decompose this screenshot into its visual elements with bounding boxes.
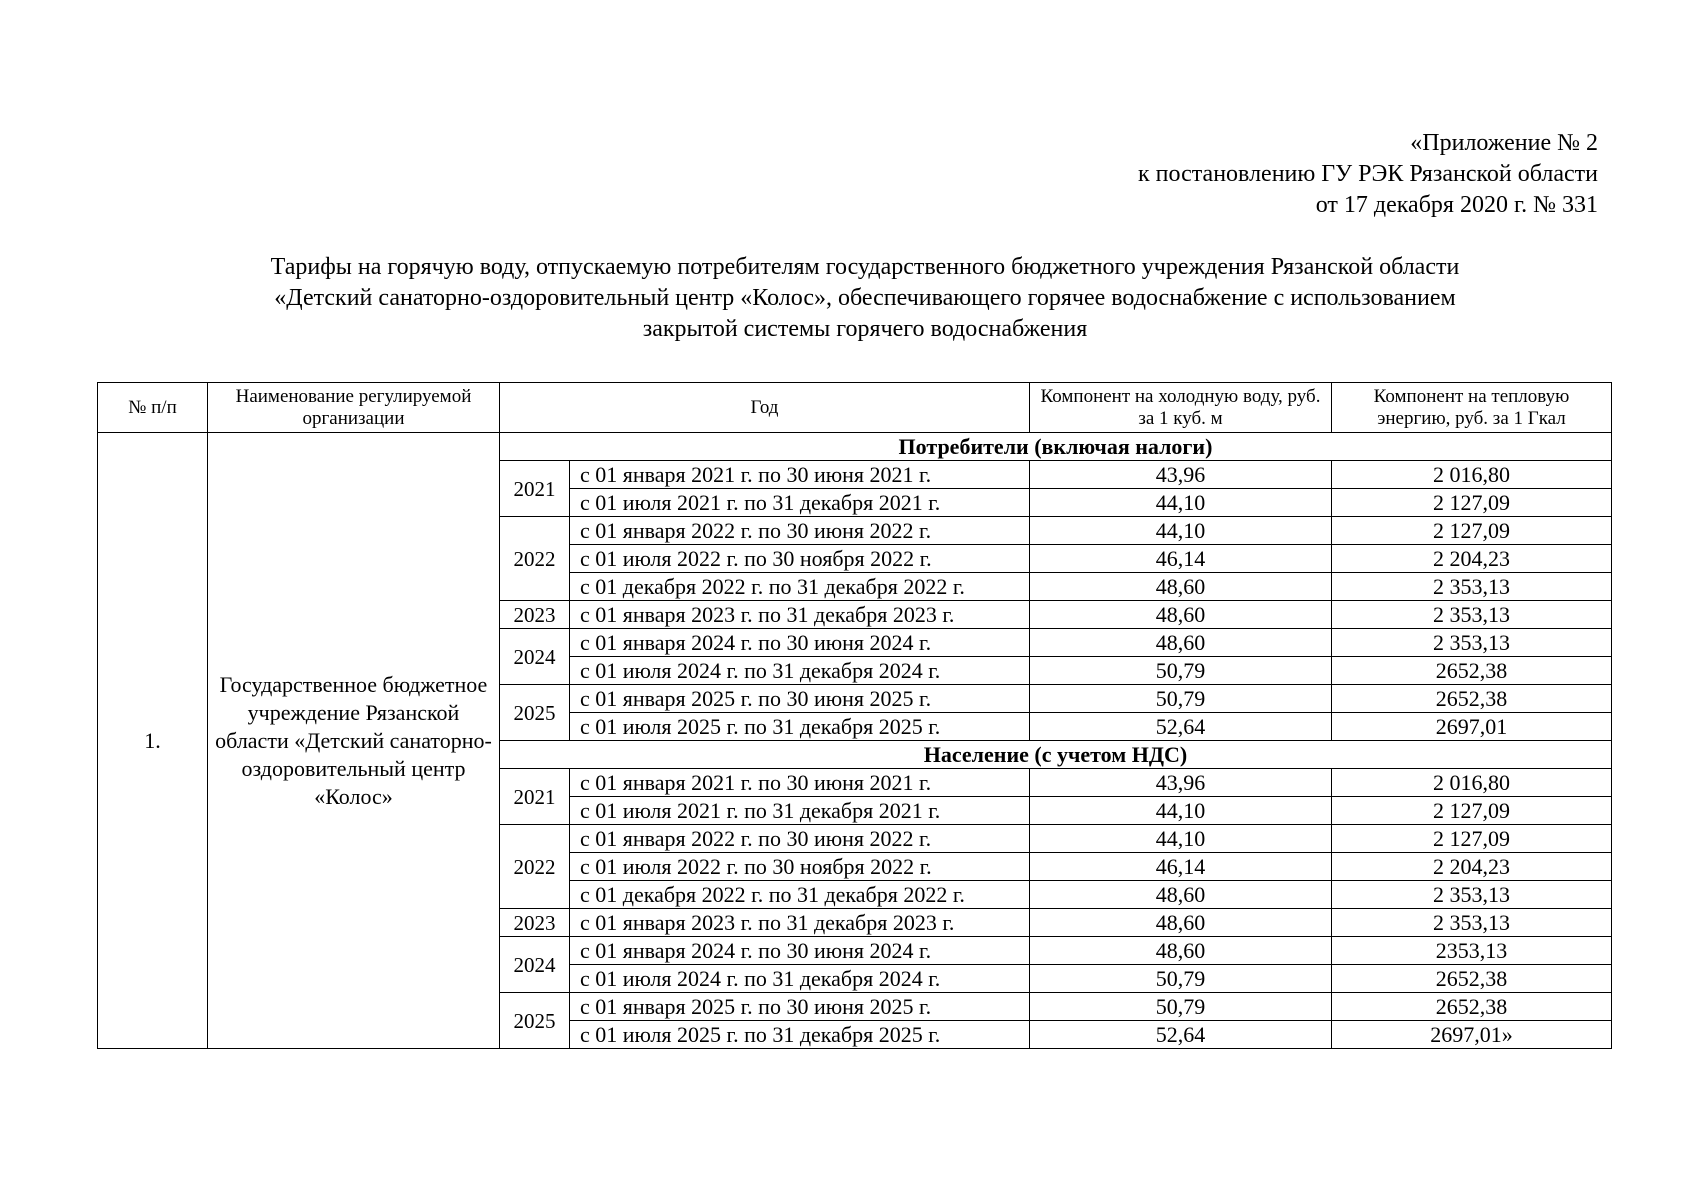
tariff-table: [97, 382, 1612, 1049]
heat-energy-cell: 2652,38: [1332, 965, 1612, 993]
header-num: № п/п: [98, 383, 208, 433]
table-header-row: [98, 383, 1612, 433]
organization-name: Государственное бюджетное учреждение Рязанской области «Детский санаторно-оздоровительный центр «Колос»: [208, 433, 500, 1049]
heat-energy-cell: 2 353,13: [1332, 881, 1612, 909]
period-cell: с 01 января 2021 г. по 30 июня 2021 г.: [570, 461, 1030, 489]
period-cell: с 01 января 2021 г. по 30 июня 2021 г.: [570, 769, 1030, 797]
heat-energy-cell: 2652,38: [1332, 993, 1612, 1021]
title-line-2: «Детский санаторно-оздоровительный центр «Колос», обеспечивающего горячее водоснабжение с использованием: [274, 285, 1456, 311]
cold-water-cell: 50,79: [1030, 993, 1332, 1021]
heat-energy-cell: 2652,38: [1332, 657, 1612, 685]
heat-energy-cell: 2 353,13: [1332, 573, 1612, 601]
header-cold: Компонент на холодную воду, руб. за 1 куб. м: [1030, 383, 1332, 433]
cold-water-cell: 52,64: [1030, 1021, 1332, 1049]
year-cell: 2021: [500, 769, 570, 825]
section-title: Население (с учетом НДС): [500, 741, 1612, 769]
heat-energy-cell: 2 204,23: [1332, 545, 1612, 573]
cold-water-cell: 44,10: [1030, 825, 1332, 853]
cold-water-cell: 50,79: [1030, 685, 1332, 713]
period-cell: с 01 июля 2021 г. по 31 декабря 2021 г.: [570, 489, 1030, 517]
cold-water-cell: 52,64: [1030, 713, 1332, 741]
heat-energy-cell: 2 127,09: [1332, 517, 1612, 545]
heat-energy-cell: 2652,38: [1332, 685, 1612, 713]
period-cell: с 01 января 2022 г. по 30 июня 2022 г.: [570, 825, 1030, 853]
period-cell: с 01 июля 2022 г. по 30 ноября 2022 г.: [570, 853, 1030, 881]
cold-water-cell: 44,10: [1030, 797, 1332, 825]
year-cell: 2023: [500, 909, 570, 937]
period-cell: с 01 января 2025 г. по 30 июня 2025 г.: [570, 993, 1030, 1021]
row-number: 1.: [98, 433, 208, 1049]
period-cell: с 01 января 2024 г. по 30 июня 2024 г.: [570, 629, 1030, 657]
year-cell: 2024: [500, 937, 570, 993]
cold-water-cell: 48,60: [1030, 601, 1332, 629]
period-cell: с 01 января 2025 г. по 30 июня 2025 г.: [570, 685, 1030, 713]
cold-water-cell: 48,60: [1030, 909, 1332, 937]
heat-energy-cell: 2 353,13: [1332, 629, 1612, 657]
cold-water-cell: 44,10: [1030, 517, 1332, 545]
year-cell: 2022: [500, 825, 570, 909]
title-line-1: Тарифы на горячую воду, отпускаемую потребителям государственного бюджетного учреждения Рязанской области: [270, 254, 1460, 280]
section-title: Потребители (включая налоги): [500, 433, 1612, 461]
appendix-line-1: «Приложение № 2: [1410, 130, 1598, 156]
heat-energy-cell: 2 127,09: [1332, 797, 1612, 825]
heat-energy-cell: 2353,13: [1332, 937, 1612, 965]
document-title: [110, 252, 1620, 345]
period-cell: с 01 июля 2025 г. по 31 декабря 2025 г.: [570, 1021, 1030, 1049]
cold-water-cell: 43,96: [1030, 461, 1332, 489]
cold-water-cell: 50,79: [1030, 965, 1332, 993]
year-cell: 2023: [500, 601, 570, 629]
cold-water-cell: 50,79: [1030, 657, 1332, 685]
period-cell: с 01 января 2023 г. по 31 декабря 2023 г.: [570, 909, 1030, 937]
period-cell: с 01 июля 2024 г. по 31 декабря 2024 г.: [570, 965, 1030, 993]
cold-water-cell: 48,60: [1030, 629, 1332, 657]
heat-energy-cell: 2 127,09: [1332, 825, 1612, 853]
period-cell: с 01 января 2022 г. по 30 июня 2022 г.: [570, 517, 1030, 545]
year-cell: 2025: [500, 685, 570, 741]
heat-energy-cell: 2 016,80: [1332, 769, 1612, 797]
period-cell: с 01 июля 2025 г. по 31 декабря 2025 г.: [570, 713, 1030, 741]
header-year: Год: [500, 383, 1030, 433]
period-cell: с 01 июля 2022 г. по 30 ноября 2022 г.: [570, 545, 1030, 573]
cold-water-cell: 43,96: [1030, 769, 1332, 797]
title-line-3: закрытой системы горячего водоснабжения: [642, 316, 1088, 342]
cold-water-cell: 48,60: [1030, 573, 1332, 601]
period-cell: с 01 января 2023 г. по 31 декабря 2023 г.: [570, 601, 1030, 629]
cold-water-cell: 48,60: [1030, 881, 1332, 909]
cold-water-cell: 48,60: [1030, 937, 1332, 965]
appendix-reference: [1138, 128, 1598, 221]
period-cell: с 01 января 2024 г. по 30 июня 2024 г.: [570, 937, 1030, 965]
appendix-line-2: к постановлению ГУ РЭК Рязанской области: [1138, 161, 1598, 187]
year-cell: 2022: [500, 517, 570, 601]
heat-energy-cell: 2 353,13: [1332, 601, 1612, 629]
year-cell: 2024: [500, 629, 570, 685]
cold-water-cell: 46,14: [1030, 853, 1332, 881]
header-org: Наименование регулируемой организации: [208, 383, 500, 433]
period-cell: с 01 июля 2021 г. по 31 декабря 2021 г.: [570, 797, 1030, 825]
heat-energy-cell: 2 204,23: [1332, 853, 1612, 881]
heat-energy-cell: 2 127,09: [1332, 489, 1612, 517]
period-cell: с 01 июля 2024 г. по 31 декабря 2024 г.: [570, 657, 1030, 685]
heat-energy-cell: 2697,01»: [1332, 1021, 1612, 1049]
section-row: [98, 433, 1612, 461]
cold-water-cell: 44,10: [1030, 489, 1332, 517]
heat-energy-cell: 2 016,80: [1332, 461, 1612, 489]
year-cell: 2025: [500, 993, 570, 1049]
heat-energy-cell: 2697,01: [1332, 713, 1612, 741]
heat-energy-cell: 2 353,13: [1332, 909, 1612, 937]
year-cell: 2021: [500, 461, 570, 517]
period-cell: с 01 декабря 2022 г. по 31 декабря 2022 г.: [570, 573, 1030, 601]
appendix-line-3: от 17 декабря 2020 г. № 331: [1315, 192, 1598, 218]
period-cell: с 01 декабря 2022 г. по 31 декабря 2022 г.: [570, 881, 1030, 909]
header-heat: Компонент на тепловую энергию, руб. за 1 Гкал: [1332, 383, 1612, 433]
cold-water-cell: 46,14: [1030, 545, 1332, 573]
